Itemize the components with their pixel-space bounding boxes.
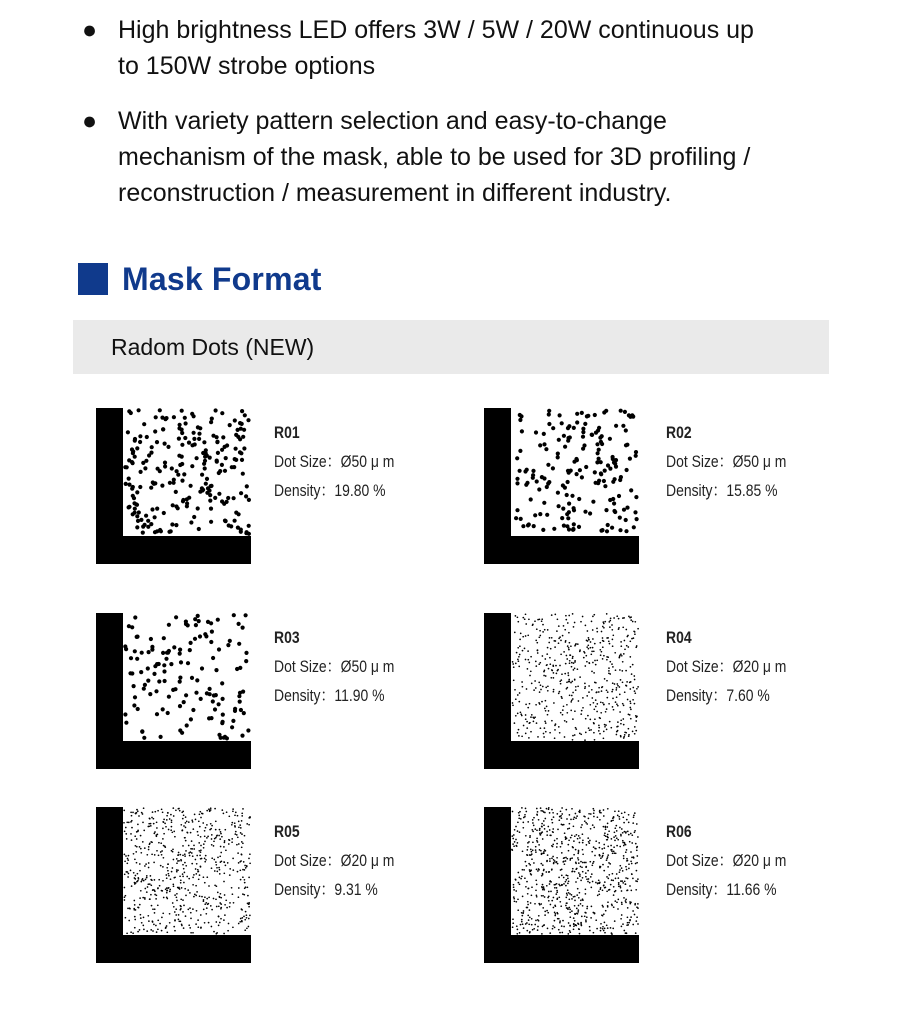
mask-density: Density：11.66 % — [666, 880, 777, 899]
mask-info — [666, 817, 786, 904]
bullet-icon: ● — [82, 16, 98, 44]
feature-item — [80, 12, 860, 84]
mask-pattern-image — [96, 613, 251, 769]
mask-code: R03 — [274, 628, 300, 647]
mask-code: R06 — [666, 822, 692, 841]
mask-code: R05 — [274, 822, 300, 841]
feature-list — [80, 12, 860, 230]
mask-card — [484, 408, 864, 568]
feature-item — [80, 103, 860, 211]
mask-card — [96, 807, 476, 967]
mask-pattern-image — [96, 408, 251, 564]
section-title: Mask Format — [122, 260, 322, 297]
mask-pattern-image — [484, 807, 639, 963]
mask-dot-size: Dot Size：Ø20 μ m — [666, 657, 787, 676]
mask-density: Density：19.80 % — [274, 481, 386, 500]
mask-code: R04 — [666, 628, 692, 647]
mask-info — [274, 418, 394, 505]
mask-dot-size: Dot Size：Ø20 μ m — [666, 851, 787, 870]
subsection-label: Radom Dots (NEW) — [111, 334, 315, 360]
mask-dot-size: Dot Size：Ø50 μ m — [274, 657, 395, 676]
feature-text-line: mechanism of the mask, able to be used for 3D profiling / — [118, 143, 751, 171]
section-heading — [78, 262, 322, 296]
bullet-icon: ● — [82, 107, 98, 135]
mask-pattern-image — [484, 408, 639, 564]
feature-text-line: to 150W strobe options — [118, 52, 376, 80]
mask-card — [96, 408, 476, 568]
mask-density: Density：11.90 % — [274, 686, 385, 705]
mask-code: R01 — [274, 423, 300, 442]
mask-pattern-image — [484, 613, 639, 769]
mask-info — [666, 418, 786, 505]
mask-card — [96, 613, 476, 773]
subsection-bar — [73, 320, 829, 374]
mask-card — [484, 807, 864, 967]
feature-text-line: reconstruction / measurement in different industry. — [118, 179, 672, 207]
feature-text-line: With variety pattern selection and easy-to-change — [118, 107, 667, 135]
mask-dot-size: Dot Size：Ø20 μ m — [274, 851, 395, 870]
mask-code: R02 — [666, 423, 692, 442]
section-marker — [78, 263, 108, 295]
mask-info — [274, 623, 394, 710]
mask-card — [484, 613, 864, 773]
mask-info — [274, 817, 394, 904]
mask-dot-size: Dot Size：Ø50 μ m — [274, 452, 395, 471]
feature-text-line: High brightness LED offers 3W / 5W / 20W continuous up — [118, 16, 754, 44]
mask-density: Density：9.31 % — [274, 880, 378, 899]
mask-info — [666, 623, 786, 710]
mask-density: Density：7.60 % — [666, 686, 770, 705]
mask-pattern-image — [96, 807, 251, 963]
mask-dot-size: Dot Size：Ø50 μ m — [666, 452, 787, 471]
mask-density: Density：15.85 % — [666, 481, 778, 500]
